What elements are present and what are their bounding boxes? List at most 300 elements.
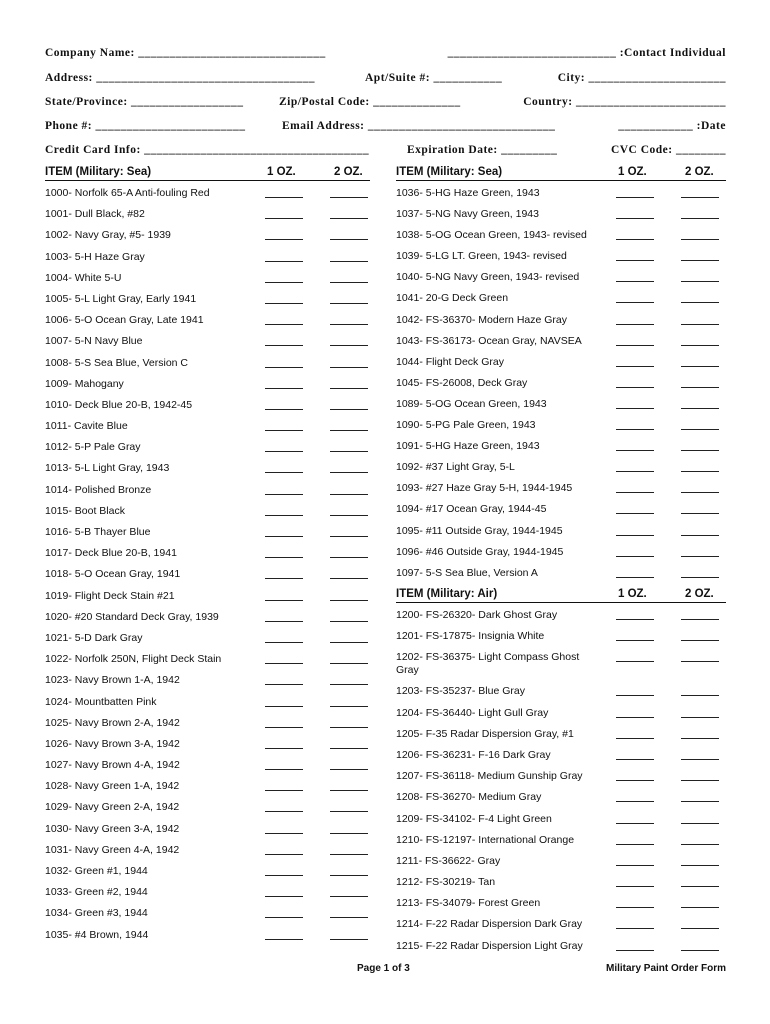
one-oz-quantity-field[interactable] <box>616 281 654 282</box>
item-name: 1201- FS-17875- Insignia White <box>396 630 545 643</box>
one-oz-quantity-field[interactable] <box>265 515 303 516</box>
one-oz-quantity-field[interactable] <box>265 811 303 812</box>
two-oz-quantity-field[interactable] <box>681 695 719 696</box>
list-item <box>396 413 726 434</box>
list-item <box>396 934 726 955</box>
one-oz-quantity-field[interactable] <box>265 748 303 749</box>
one-oz-quantity-field[interactable] <box>616 450 654 451</box>
one-oz-quantity-field[interactable] <box>265 388 303 389</box>
one-oz-quantity-field[interactable] <box>265 261 303 262</box>
list-item <box>396 828 726 849</box>
list-item <box>396 286 726 307</box>
one-oz-quantity-field[interactable] <box>616 844 654 845</box>
one-oz-quantity-field[interactable] <box>265 409 303 410</box>
two-oz-quantity-field[interactable] <box>330 218 368 219</box>
item-name: 1033- Green #2, 1944 <box>45 886 148 899</box>
two-oz-quantity-field[interactable] <box>330 367 368 368</box>
item-column-header: ITEM (Military: Air) <box>396 588 498 600</box>
item-name: 1017- Deck Blue 20-B, 1941 <box>45 547 177 560</box>
company-name-field[interactable]: Company Name: ______________________________ <box>45 47 326 59</box>
list-item <box>396 891 726 912</box>
one-oz-quantity-field[interactable] <box>265 345 303 346</box>
item-name: 1018- 5-O Ocean Gray, 1941 <box>45 568 181 581</box>
item-name: 1027- Navy Brown 4-A, 1942 <box>45 759 180 772</box>
two-oz-quantity-field[interactable] <box>681 281 719 282</box>
item-name: 1037- 5-NG Navy Green, 1943 <box>396 208 539 221</box>
item-name: 1016- 5-B Thayer Blue <box>45 526 151 538</box>
one-oz-quantity-field[interactable] <box>265 769 303 770</box>
item-name: 1094- #17 Ocean Gray, 1944-45 <box>396 503 547 516</box>
one-oz-quantity-field[interactable] <box>616 928 654 929</box>
one-oz-quantity-field[interactable] <box>616 302 654 303</box>
one-oz-quantity-field[interactable] <box>616 345 654 346</box>
list-item <box>396 244 726 265</box>
item-name: 1007- 5-N Navy Blue <box>45 335 143 348</box>
two-oz-quantity-field[interactable] <box>330 536 368 537</box>
table-header <box>396 162 726 181</box>
one-oz-quantity-field[interactable] <box>265 684 303 685</box>
two-oz-quantity-field[interactable] <box>681 823 719 824</box>
two-oz-quantity-field[interactable] <box>681 535 719 536</box>
item-name: 1032- Green #1, 1944 <box>45 865 148 877</box>
item-name: 1092- #37 Light Gray, 5-L <box>396 461 515 474</box>
one-oz-quantity-field[interactable] <box>616 471 654 472</box>
two-oz-quantity-field[interactable] <box>681 450 719 451</box>
list-item <box>396 743 726 764</box>
list-item <box>45 901 370 922</box>
list-item <box>45 584 370 605</box>
two-oz-quantity-field[interactable] <box>330 917 368 918</box>
list-item <box>396 308 726 329</box>
cvc-code-field[interactable]: CVC Code: ________ <box>610 144 726 156</box>
list-item <box>396 645 726 679</box>
list-item <box>45 499 370 520</box>
two-oz-quantity-field[interactable] <box>681 950 719 951</box>
two-oz-quantity-field[interactable] <box>681 865 719 866</box>
list-item <box>396 849 726 870</box>
item-name: 1003- 5-H Haze Gray <box>45 250 145 263</box>
list-item <box>396 912 726 933</box>
one-oz-quantity-field[interactable] <box>616 387 654 388</box>
one-oz-quantity-field[interactable] <box>265 324 303 325</box>
one-oz-quantity-field[interactable] <box>616 695 654 696</box>
item-name: 1026- Navy Brown 3-A, 1942 <box>45 737 180 750</box>
two-oz-quantity-field[interactable] <box>681 197 719 198</box>
item-name: 1021- 5-D Dark Gray <box>45 631 143 644</box>
one-oz-quantity-field[interactable] <box>616 823 654 824</box>
sea-items-table-right <box>396 162 726 582</box>
list-item <box>45 753 370 774</box>
two-oz-quantity-field[interactable] <box>681 324 719 325</box>
one-oz-quantity-field[interactable] <box>616 239 654 240</box>
phone-field[interactable]: Phone #: ________________________ <box>45 120 246 132</box>
one-oz-quantity-field[interactable] <box>265 536 303 537</box>
two-oz-quantity-field[interactable] <box>330 790 368 791</box>
item-name: 1040- 5-NG Navy Green, 1943- revised <box>396 271 580 284</box>
two-oz-quantity-field[interactable] <box>330 578 368 579</box>
two-oz-quantity-field[interactable] <box>330 261 368 262</box>
one-oz-quantity-field[interactable] <box>616 324 654 325</box>
item-name: 1013- 5-L Light Gray, 1943 <box>45 462 170 475</box>
list-item <box>396 624 726 645</box>
list-item <box>45 520 370 541</box>
two-oz-quantity-field[interactable] <box>681 577 719 578</box>
one-oz-quantity-field[interactable] <box>616 577 654 578</box>
list-item <box>45 202 370 223</box>
list-item <box>396 722 726 743</box>
apt-suite-field[interactable]: Apt/Suite #: ___________ <box>365 72 503 84</box>
item-name: 1214- F-22 Radar Dispersion Dark Gray <box>396 918 583 931</box>
item-name: 1025- Navy Brown 2-A, 1942 <box>45 716 180 729</box>
two-oz-quantity-field[interactable] <box>330 197 368 198</box>
expiration-date-field[interactable]: Expiration Date: _________ <box>407 144 558 156</box>
item-name: 1208- FS-36270- Medium Gray <box>396 791 542 804</box>
item-name: 1036- 5-HG Haze Green, 1943 <box>396 187 540 199</box>
one-oz-quantity-field[interactable] <box>616 260 654 261</box>
item-name: 1212- FS-30219- Tan <box>396 876 496 889</box>
one-oz-quantity-field[interactable] <box>616 535 654 536</box>
list-item <box>396 785 726 806</box>
contact-individual-field[interactable]: ___________________________ :Contact Individual <box>447 47 726 59</box>
item-name: 1023- Navy Brown 1-A, 1942 <box>45 674 180 687</box>
page-number: Page 1 of 3 <box>357 963 410 974</box>
one-oz-quantity-field[interactable] <box>616 759 654 760</box>
one-oz-quantity-field[interactable] <box>265 303 303 304</box>
item-name: 1044- Flight Deck Gray <box>396 355 504 368</box>
list-item <box>45 308 370 329</box>
email-field[interactable]: Email Address: ______________________________ <box>282 120 556 132</box>
one-oz-quantity-field[interactable] <box>616 950 654 951</box>
list-item <box>45 478 370 499</box>
one-oz-quantity-field[interactable] <box>616 408 654 409</box>
list-item <box>396 701 726 722</box>
two-oz-quantity-field[interactable] <box>681 928 719 929</box>
two-oz-quantity-field[interactable] <box>681 345 719 346</box>
one-oz-quantity-field[interactable] <box>616 865 654 866</box>
table-header <box>45 162 370 181</box>
list-item <box>396 223 726 244</box>
two-oz-quantity-field[interactable] <box>330 706 368 707</box>
one-oz-quantity-field[interactable] <box>265 451 303 452</box>
two-oz-quantity-field[interactable] <box>330 769 368 770</box>
item-name: 1091- 5-HG Haze Green, 1943 <box>396 440 540 453</box>
credit-card-field[interactable]: Credit Card Info: ____________________________________ <box>45 144 370 156</box>
two-oz-quantity-field[interactable] <box>330 515 368 516</box>
list-item <box>45 923 370 944</box>
list-item <box>396 540 726 561</box>
item-name: 1042- FS-36370- Modern Haze Gray <box>396 313 567 326</box>
two-oz-quantity-field[interactable] <box>681 408 719 409</box>
item-name: 1215- F-22 Radar Dispersion Light Gray <box>396 939 583 952</box>
one-oz-quantity-field[interactable] <box>616 366 654 367</box>
one-oz-quantity-field[interactable] <box>616 513 654 514</box>
list-item <box>45 774 370 795</box>
two-oz-quantity-field[interactable] <box>330 451 368 452</box>
two-oz-quantity-field[interactable] <box>330 684 368 685</box>
two-oz-quantity-field[interactable] <box>681 717 719 718</box>
item-name: 1211- FS-36622- Gray <box>396 854 501 867</box>
one-oz-quantity-field[interactable] <box>265 706 303 707</box>
one-oz-quantity-field[interactable] <box>616 429 654 430</box>
one-oz-quantity-field[interactable] <box>616 661 654 662</box>
one-oz-quantity-field[interactable] <box>265 875 303 876</box>
item-name: 1029- Navy Green 2-A, 1942 <box>45 801 180 814</box>
two-oz-quantity-field[interactable] <box>330 472 368 473</box>
item-name: 1200- FS-26320- Dark Ghost Gray <box>396 609 558 621</box>
item-column-header: ITEM (Military: Sea) <box>396 166 503 178</box>
two-oz-quantity-field[interactable] <box>330 303 368 304</box>
item-name: 1206- FS-36231- F-16 Dark Gray <box>396 748 551 761</box>
list-item <box>396 350 726 371</box>
item-name: 1011- Cavite Blue <box>45 420 128 433</box>
list-item <box>396 202 726 223</box>
one-oz-quantity-field[interactable] <box>265 430 303 431</box>
list-item <box>45 456 370 477</box>
list-item <box>45 859 370 880</box>
list-item <box>396 392 726 413</box>
list-item <box>45 732 370 753</box>
item-name: 1000- Norfolk 65-A Anti-fouling Red <box>45 187 210 199</box>
one-oz-quantity-field[interactable] <box>616 738 654 739</box>
two-oz-quantity-field[interactable] <box>330 600 368 601</box>
one-oz-column-header: 1 OZ. <box>267 166 296 178</box>
list-item <box>45 880 370 901</box>
item-name: 1012- 5-P Pale Gray <box>45 441 141 454</box>
two-oz-quantity-field[interactable] <box>681 844 719 845</box>
address-field[interactable]: Address: ___________________________________ <box>45 72 316 84</box>
one-oz-quantity-field[interactable] <box>265 896 303 897</box>
item-name: 1005- 5-L Light Gray, Early 1941 <box>45 292 197 305</box>
list-item <box>396 679 726 700</box>
one-oz-quantity-field[interactable] <box>265 218 303 219</box>
item-name: 1015- Boot Black <box>45 504 125 517</box>
two-oz-quantity-field[interactable] <box>681 492 719 493</box>
list-item <box>45 287 370 308</box>
one-oz-quantity-field[interactable] <box>265 854 303 855</box>
one-oz-quantity-field[interactable] <box>265 621 303 622</box>
item-name: 1210- FS-12197- International Orange <box>396 833 575 846</box>
two-oz-quantity-field[interactable] <box>330 854 368 855</box>
list-item <box>45 795 370 816</box>
one-oz-quantity-field[interactable] <box>616 780 654 781</box>
list-item <box>45 626 370 647</box>
two-oz-quantity-field[interactable] <box>681 886 719 887</box>
two-oz-quantity-field[interactable] <box>330 748 368 749</box>
one-oz-quantity-field[interactable] <box>265 917 303 918</box>
one-oz-quantity-field[interactable] <box>616 886 654 887</box>
list-item <box>45 266 370 287</box>
two-oz-quantity-field[interactable] <box>330 663 368 664</box>
item-name: 1207- FS-36118- Medium Gunship Gray <box>396 770 583 783</box>
two-oz-quantity-field[interactable] <box>330 642 368 643</box>
two-oz-quantity-field[interactable] <box>681 239 719 240</box>
date-field[interactable]: ____________ :Date <box>618 120 726 132</box>
item-name: 1010- Deck Blue 20-B, 1942-45 <box>45 398 193 411</box>
item-name: 1030- Navy Green 3-A, 1942 <box>45 822 180 835</box>
two-oz-quantity-field[interactable] <box>330 875 368 876</box>
two-oz-quantity-field[interactable] <box>681 759 719 760</box>
item-name: 1043- FS-36173- Ocean Gray, NAVSEA <box>396 334 582 347</box>
two-oz-quantity-field[interactable] <box>681 661 719 662</box>
item-name: 1001- Dull Black, #82 <box>45 208 145 221</box>
list-item <box>396 603 726 624</box>
item-name: 1020- #20 Standard Deck Gray, 1939 <box>45 610 219 623</box>
one-oz-quantity-field[interactable] <box>265 790 303 791</box>
two-oz-quantity-field[interactable] <box>681 513 719 514</box>
two-oz-quantity-field[interactable] <box>681 556 719 557</box>
item-name: 1095- #11 Outside Gray, 1944-1945 <box>396 524 563 537</box>
one-oz-quantity-field[interactable] <box>265 557 303 558</box>
one-oz-quantity-field[interactable] <box>265 642 303 643</box>
one-oz-quantity-field[interactable] <box>265 494 303 495</box>
item-name: 1203- FS-35237- Blue Gray <box>396 685 525 698</box>
one-oz-quantity-field[interactable] <box>616 492 654 493</box>
list-item <box>396 807 726 828</box>
item-name: 1034- Green #3, 1944 <box>45 907 148 920</box>
item-name: 1205- F-35 Radar Dispersion Gray, #1 <box>396 727 574 740</box>
two-oz-quantity-field[interactable] <box>330 324 368 325</box>
list-item <box>396 476 726 497</box>
one-oz-quantity-field[interactable] <box>265 663 303 664</box>
city-field[interactable]: City: ______________________ <box>557 72 726 84</box>
one-oz-quantity-field[interactable] <box>616 197 654 198</box>
item-name: 1019- Flight Deck Stain #21 <box>45 589 175 602</box>
list-item <box>396 265 726 286</box>
two-oz-quantity-field[interactable] <box>681 429 719 430</box>
one-oz-quantity-field[interactable] <box>616 619 654 620</box>
two-oz-quantity-field[interactable] <box>330 811 368 812</box>
one-oz-quantity-field[interactable] <box>265 833 303 834</box>
list-item <box>45 329 370 350</box>
one-oz-column-header: 1 OZ. <box>618 588 647 600</box>
two-oz-column-header: 2 OZ. <box>685 588 714 600</box>
one-oz-quantity-field[interactable] <box>265 939 303 940</box>
item-name: 1090- 5-PG Pale Green, 1943 <box>396 419 536 432</box>
country-field[interactable]: Country: ________________________ <box>523 96 726 108</box>
list-item <box>396 497 726 518</box>
one-oz-quantity-field[interactable] <box>265 578 303 579</box>
list-item <box>45 838 370 859</box>
list-item <box>396 371 726 392</box>
two-oz-quantity-field[interactable] <box>330 388 368 389</box>
one-oz-quantity-field[interactable] <box>265 367 303 368</box>
one-oz-quantity-field[interactable] <box>616 717 654 718</box>
item-name: 1002- Navy Gray, #5- 1939 <box>45 229 171 242</box>
two-oz-quantity-field[interactable] <box>330 621 368 622</box>
one-oz-quantity-field[interactable] <box>616 218 654 219</box>
one-oz-quantity-field[interactable] <box>616 556 654 557</box>
sea-items-table-left <box>45 162 370 944</box>
list-item <box>396 181 726 202</box>
one-oz-quantity-field[interactable] <box>265 600 303 601</box>
two-oz-quantity-field[interactable] <box>681 387 719 388</box>
two-oz-quantity-field[interactable] <box>330 494 368 495</box>
list-item <box>45 817 370 838</box>
two-oz-quantity-field[interactable] <box>681 738 719 739</box>
list-item <box>45 372 370 393</box>
two-oz-quantity-field[interactable] <box>681 260 719 261</box>
two-oz-quantity-field[interactable] <box>681 780 719 781</box>
item-name: 1041- 20-G Deck Green <box>396 292 509 305</box>
one-oz-quantity-field[interactable] <box>265 727 303 728</box>
item-name: 1039- 5-LG LT. Green, 1943- revised <box>396 250 567 263</box>
item-name: 1035- #4 Brown, 1944 <box>45 928 149 941</box>
item-name: 1024- Mountbatten Pink <box>45 695 157 708</box>
one-oz-quantity-field[interactable] <box>616 640 654 641</box>
item-name: 1031- Navy Green 4-A, 1942 <box>45 843 180 856</box>
list-item <box>45 414 370 435</box>
two-oz-quantity-field[interactable] <box>330 939 368 940</box>
list-item <box>45 351 370 372</box>
two-oz-column-header: 2 OZ. <box>685 166 714 178</box>
two-oz-quantity-field[interactable] <box>681 619 719 620</box>
list-item <box>45 181 370 202</box>
two-oz-quantity-field[interactable] <box>681 302 719 303</box>
two-oz-quantity-field[interactable] <box>330 239 368 240</box>
two-oz-quantity-field[interactable] <box>330 727 368 728</box>
one-oz-quantity-field[interactable] <box>265 472 303 473</box>
two-oz-quantity-field[interactable] <box>330 430 368 431</box>
item-name: 1008- 5-S Sea Blue, Version C <box>45 356 189 369</box>
two-oz-quantity-field[interactable] <box>330 557 368 558</box>
two-oz-quantity-field[interactable] <box>330 345 368 346</box>
list-item <box>396 455 726 476</box>
state-province-field[interactable]: State/Province: __________________ <box>45 96 244 108</box>
item-name: 1213- FS-34079- Forest Green <box>396 897 541 910</box>
item-name: 1096- #46 Outside Gray, 1944-1945 <box>396 545 564 558</box>
two-oz-quantity-field[interactable] <box>330 282 368 283</box>
item-name: 1009- Mahogany <box>45 377 124 390</box>
list-item <box>45 711 370 732</box>
item-name: 1209- FS-34102- F-4 Light Green <box>396 812 552 825</box>
two-oz-quantity-field[interactable] <box>681 366 719 367</box>
two-oz-quantity-field[interactable] <box>681 801 719 802</box>
list-item <box>45 605 370 626</box>
two-oz-quantity-field[interactable] <box>681 218 719 219</box>
two-oz-quantity-field[interactable] <box>681 907 719 908</box>
one-oz-quantity-field[interactable] <box>265 197 303 198</box>
item-name: 1028- Navy Green 1-A, 1942 <box>45 780 180 793</box>
two-oz-quantity-field[interactable] <box>330 833 368 834</box>
list-item <box>396 561 726 582</box>
item-name: 1045- FS-26008, Deck Gray <box>396 376 528 389</box>
one-oz-quantity-field[interactable] <box>616 907 654 908</box>
item-name: 1004- White 5-U <box>45 271 122 284</box>
list-item <box>45 668 370 689</box>
item-name: 1093- #27 Haze Gray 5-H, 1944-1945 <box>396 482 573 495</box>
list-item <box>396 329 726 350</box>
item-name: 1097- 5-S Sea Blue, Version A <box>396 566 538 579</box>
list-item <box>396 870 726 891</box>
one-oz-column-header: 1 OZ. <box>618 166 647 178</box>
two-oz-quantity-field[interactable] <box>681 471 719 472</box>
item-name: 1022- Norfolk 250N, Flight Deck Stain <box>45 653 222 666</box>
zip-postal-field[interactable]: Zip/Postal Code: ______________ <box>279 96 461 108</box>
list-item <box>396 519 726 540</box>
two-oz-quantity-field[interactable] <box>330 409 368 410</box>
two-oz-quantity-field[interactable] <box>330 896 368 897</box>
list-item <box>45 245 370 266</box>
table-header <box>396 584 726 603</box>
one-oz-quantity-field[interactable] <box>265 239 303 240</box>
one-oz-quantity-field[interactable] <box>265 282 303 283</box>
item-name: 1038- 5-OG Ocean Green, 1943- revised <box>396 229 587 242</box>
list-item <box>45 647 370 668</box>
two-oz-quantity-field[interactable] <box>681 640 719 641</box>
item-name: 1202- FS-36375- Light Compass Ghost Gray <box>396 651 580 677</box>
list-item <box>45 223 370 244</box>
one-oz-quantity-field[interactable] <box>616 801 654 802</box>
